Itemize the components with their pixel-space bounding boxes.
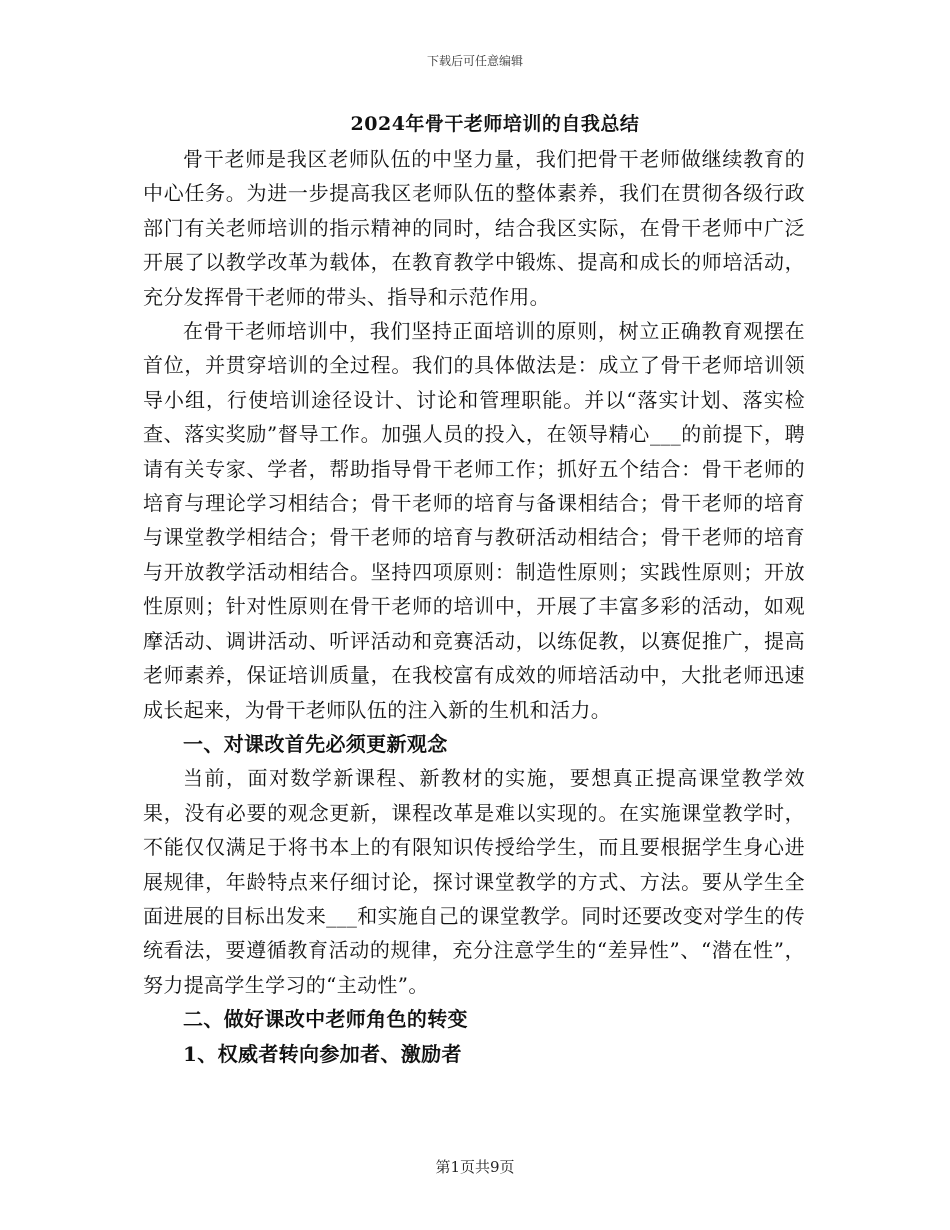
paragraph-training-methods: 在骨干老师培训中，我们坚持正面培训的原则，树立正确教育观摆在首位，并贯穿培训的全过程。我们的具体做法是：成立了骨干老师培训领导小组，行使培训途径设计、讨论和管理职能。并以“落实计划、落实检查、落实奖励”督导工作。加强人员的投入，在领导精心___的前提下，聘请有关专家、学者，帮助指导骨干老师工作；抓好五个结合：骨干老师的培育与理论学习相结合；骨干老师的培育与备课相结合；骨干老师的培育与课堂教学相结合；骨干老师的培育与教研活动相结合；骨干老师的培育与开放教学活动相结合。坚持四项原则：制造性原则；实践性原则；开放性原则；针对性原则在骨干老师的培训中，开展了丰富多彩的活动，如观摩活动、调讲活动、听评活动和竞赛活动，以练促教，以赛促推广，提高老师素养，保证培训质量，在我校富有成效的师培活动中，大批老师迅速成长起来，为骨干老师队伍的注入新的生机和活力。 [143,319,805,722]
document-body [143,142,805,1071]
header-note: 下载后可任意编辑 [426,54,523,68]
subsection-heading-1: 1、权威者转向参加者、激励者 [183,1041,462,1066]
section-heading-1: 一、对课改首先必须更新观念 [183,731,448,756]
section-heading-2: 二、做好课改中老师角色的转变 [183,1007,468,1032]
paragraph-concept-update: 当前，面对数学新课程、新教材的实施，要想真正提高课堂教学效果，没有必要的观念更新，课程改革是难以实现的。在实施课堂教学时，不能仅仅满足于将书本上的有限知识传授给学生，而且要根据学生身心进展规律，年龄特点来仔细讨论，探讨课堂教学的方式、方法。要从学生全面进展的目标出发来___和实施自己的课堂教学。同时还要改变对学生的传统看法，要遵循教育活动的规律，充分注意学生的“差异性”、“潜在性”，努力提高学生学习的“主动性”。 [143,766,805,997]
page-footer: 第1页共9页 [435,1158,515,1176]
paragraph-intro: 骨干老师是我区老师队伍的中坚力量，我们把骨干老师做继续教育的中心任务。为进一步提高我区老师队伍的整体素养，我们在贯彻各级行政部门有关老师培训的指示精神的同时，结合我区实际，在骨干老师中广泛开展了以教学改革为载体，在教育教学中锻炼、提高和成长的师培活动，充分发挥骨干老师的带头、指导和示范作用。 [143,147,805,309]
document-title: 2024年骨干老师培训的自我总结 [350,113,640,135]
